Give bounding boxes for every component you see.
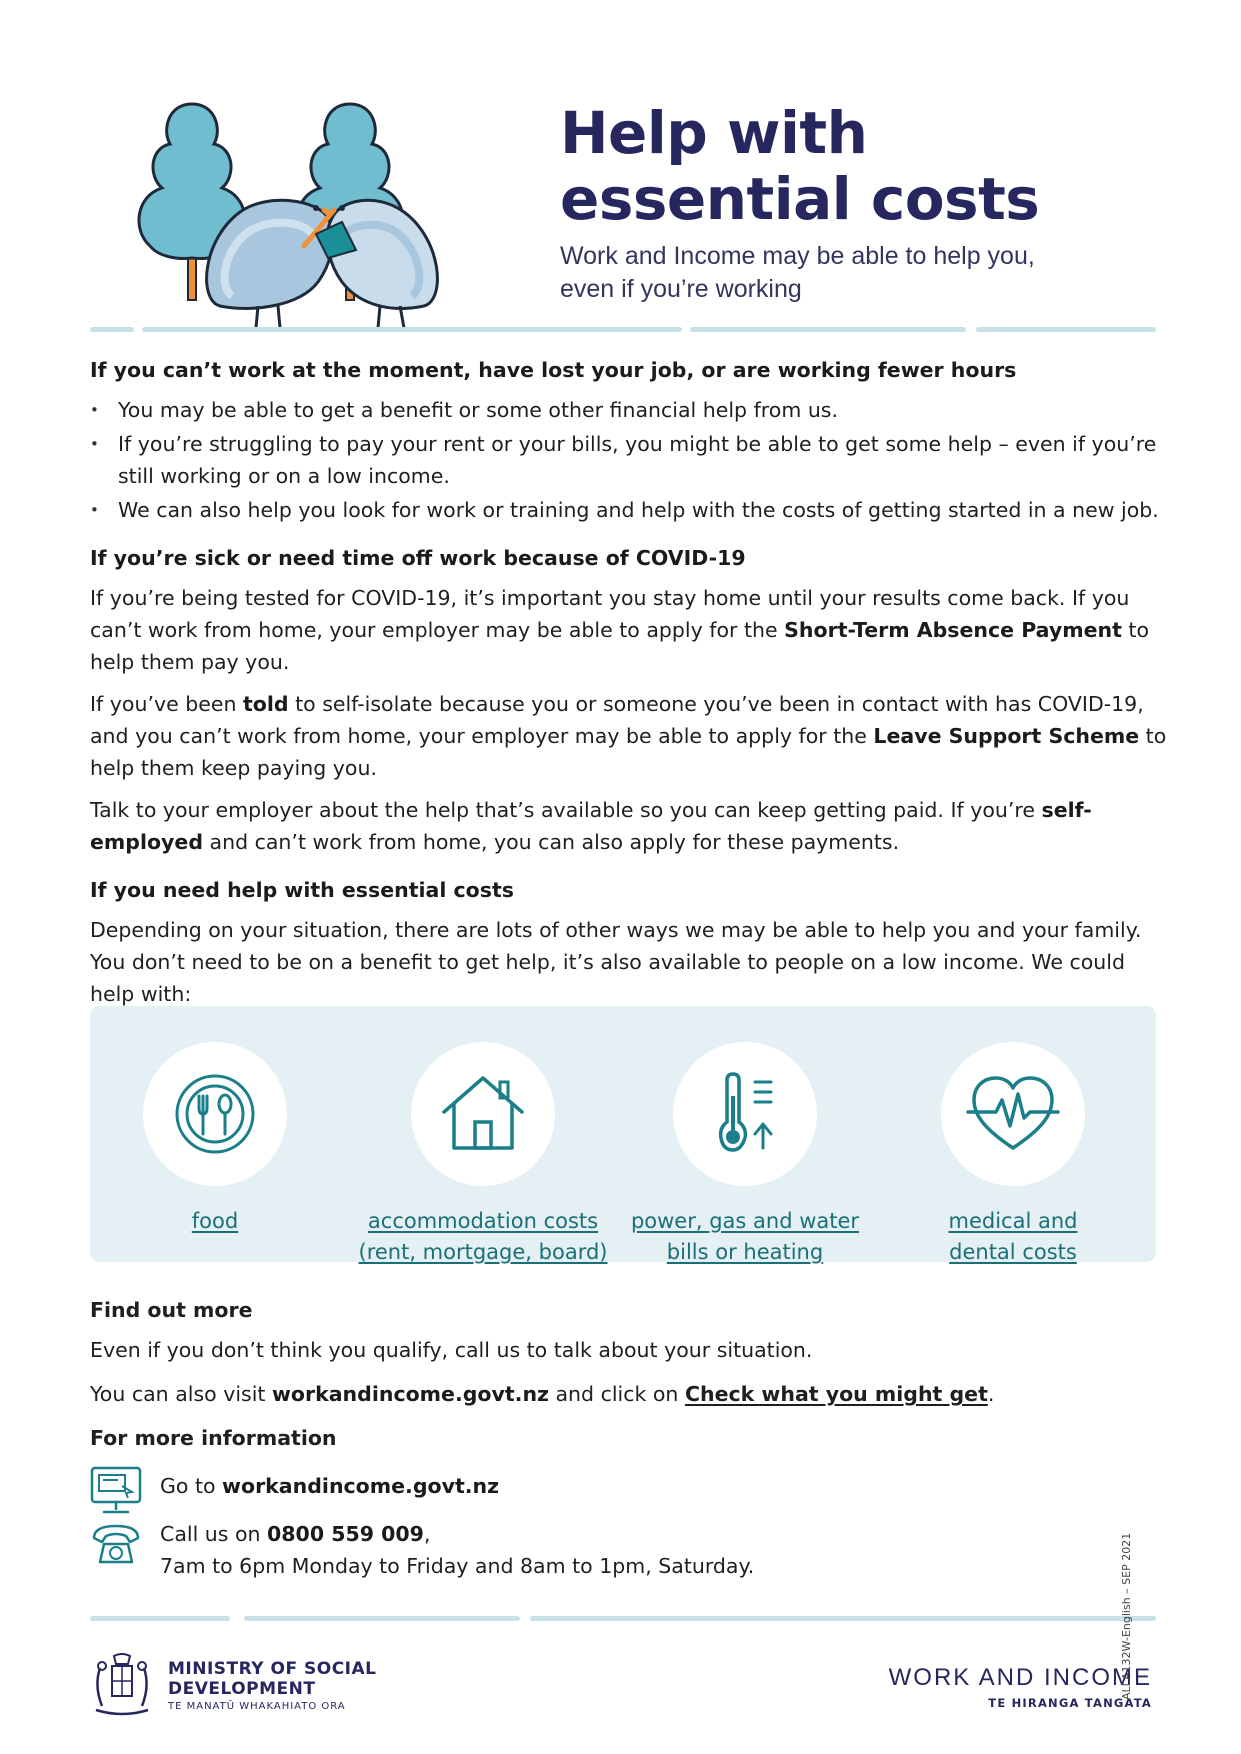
text: to self-isolate because you or someone you’ve been in contact with has COVID-19, and you can’t work from home, your employer may be able to apply for the [90,692,1144,748]
phone-number[interactable]: 0800 559 009 [267,1522,424,1546]
section-covid [90,544,1170,858]
telephone-icon [90,1520,142,1570]
house-icon [438,1072,528,1156]
section-heading: If you’re sick or need time off work because of COVID-19 [90,546,746,570]
text: If you’re being tested for COVID-19, it’s important you stay home until your results come back. If you can’t work from home, your employer may be able to apply for the [90,586,1130,642]
contact-web-text [160,1470,499,1502]
label-line: power, gas and water [630,1209,860,1233]
divider-rule [90,1616,230,1621]
bullet-list [90,394,1170,526]
title-line-2: essential costs [560,165,1040,233]
bold-term: self-employed [90,798,1092,854]
computer-icon [90,1466,142,1516]
bold-term: Leave Support Scheme [873,724,1140,748]
kiwi-trees-illustration [128,100,518,332]
food-icon [173,1072,257,1156]
list-item: • You may be able to get a benefit or some other financial help from us. [90,394,1170,426]
work-and-income-logo [860,1664,1152,1710]
paragraph [90,1378,1170,1410]
page-subtitle [560,240,1180,306]
help-item-medical [888,1042,1138,1268]
msd-name-line: MINISTRY OF SOCIAL [168,1658,377,1679]
paragraph [90,688,1170,784]
check-what-you-might-get-link[interactable]: Check what you might get [684,1382,988,1406]
divider-rule [142,327,682,332]
icon-circle [143,1042,287,1186]
text: Talk to your employer about the help that’s available so you can keep getting paid. If you’re [90,798,1042,822]
section-heading: For more information [90,1426,337,1450]
subtitle-line-2: even if you’re working [560,275,802,303]
divider-rule [244,1616,520,1621]
bold-term: Short-Term Absence Payment [784,618,1122,642]
text: and click on [548,1382,685,1406]
contact-phone [90,1520,754,1582]
text: Call us on [160,1522,268,1546]
help-item-accommodation [358,1042,608,1268]
website-link[interactable]: workandincome.govt.nz [271,1382,549,1406]
text: . [987,1382,995,1406]
text: to help them pay you. [90,618,1149,674]
contact-phone-text [160,1518,754,1582]
msd-wordmark [168,1659,377,1712]
paragraph [90,794,1170,858]
help-item-food [90,1042,340,1237]
icon-circle [941,1042,1085,1186]
help-item-link[interactable] [949,1206,1078,1268]
title-line-1: Help with [560,99,868,167]
text: and can’t work from home, you can also apply for these payments. [203,830,900,854]
document-reference: ALLA132W-English – SEP 2021 [1120,1532,1133,1700]
bold-term: told [242,692,289,716]
wi-maori-name: TE HIRANGA TANGATA [988,1696,1152,1710]
paragraph: Even if you don’t think you qualify, call us to talk about your situation. [90,1338,813,1362]
thermometer-icon [703,1072,787,1156]
help-item-link[interactable] [359,1206,608,1268]
icon-circle [673,1042,817,1186]
paragraph: Depending on your situation, there are lots of other ways we may be able to help you and your family. You don’t need to be on a benefit to get help, it’s also available to people on a low income. We could help with: [90,918,1142,1006]
page-title [560,100,1180,232]
coat-of-arms-icon [90,1652,154,1718]
msd-maori-name: TE MANATŪ WHAKAHIATO ORA [168,1700,346,1712]
website-link[interactable]: workandincome.govt.nz [222,1474,500,1498]
msd-logo [90,1652,377,1718]
section-heading: Find out more [90,1298,253,1322]
label-line: accommodation costs [367,1209,599,1233]
text: If you’ve been [90,692,243,716]
section-heading: If you can’t work at the moment, have lost your job, or are working fewer hours [90,358,1017,382]
list-item: • We can also help you look for work or training and help with the costs of getting started in a new job. [90,494,1170,526]
divider-rule [90,327,134,332]
subtitle-line-1: Work and Income may be able to help you, [560,242,1035,270]
section-job-loss [90,356,1170,526]
divider-rule [530,1616,1156,1621]
label-line: (rent, mortgage, board) [358,1240,608,1264]
text: to help them keep paying you. [90,724,1167,780]
label-line: medical and [948,1209,1078,1233]
paragraph [90,582,1170,678]
help-item-power [620,1042,870,1268]
help-items-panel [90,1006,1156,1262]
opening-hours: 7am to 6pm Monday to Friday and 8am to 1pm, Saturday. [160,1554,755,1578]
msd-name-line: DEVELOPMENT [168,1678,316,1699]
text: You can also visit [90,1382,272,1406]
section-heading: If you need help with essential costs [90,878,514,902]
heart-icon [966,1072,1060,1156]
label-line: bills or heating [666,1240,824,1264]
icon-circle [411,1042,555,1186]
contact-web [90,1466,499,1516]
help-item-link[interactable] [631,1206,859,1268]
divider-rule [976,327,1156,332]
list-item: • If you’re struggling to pay your rent or your bills, you might be able to get some help – even if you’re still working or on a low income. [90,428,1170,492]
help-item-link[interactable]: food [191,1209,239,1233]
text: , [423,1522,431,1546]
text: Go to [160,1474,223,1498]
divider-rule [690,327,966,332]
label-line: dental costs [949,1240,1077,1264]
find-out-more-section [90,1296,1170,1462]
wi-name: WORK AND INCOME [888,1664,1152,1691]
section-essential-costs [90,876,1170,1010]
main-content [90,356,1170,1028]
